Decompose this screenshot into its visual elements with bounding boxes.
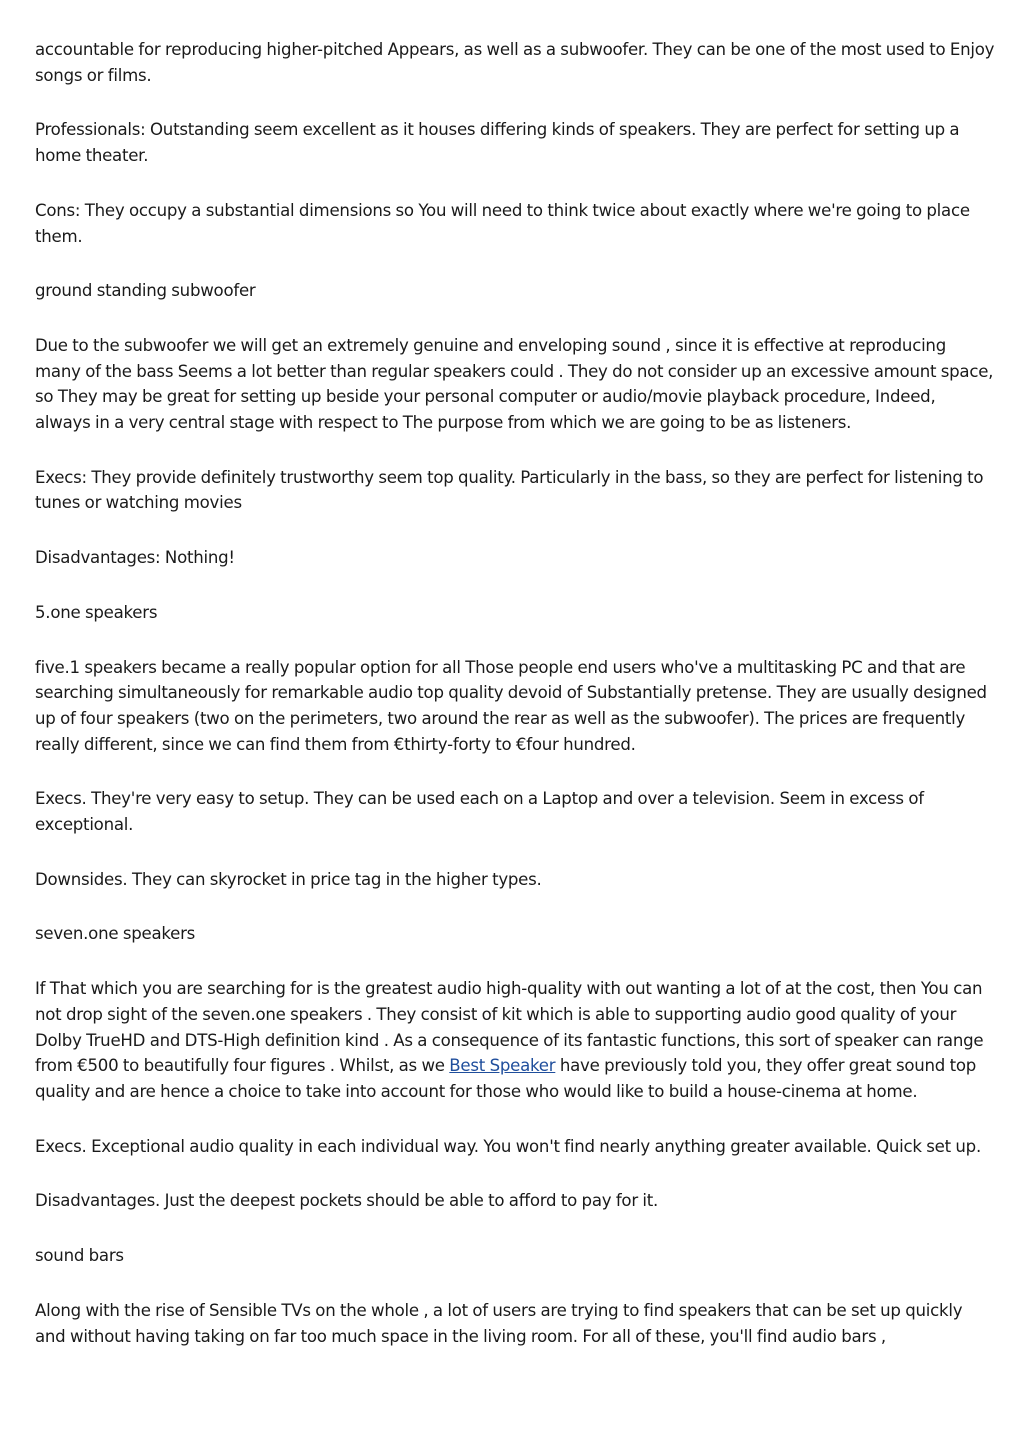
paragraph-disadvantages-nothing: Disadvantages: Nothing! [35,548,235,568]
paragraph-downsides-price: Downsides. They can skyrocket in price tag in the higher types. [35,869,542,889]
paragraph-execs-audio-quality: Execs. Exceptional audio quality in each individual way. You won't find nearly anything greater available. Quick set up. [35,1136,981,1156]
paragraph-7-1-text-after: have previously told you, they offer great sound top quality and are hence a choice to take into account for those who would like to build a house-cinema at home. [35,1056,977,1101]
best-speaker-link[interactable]: Best Speaker [449,1056,556,1076]
paragraph-7-1-description [35,976,995,1105]
heading-7-1-speakers: seven.one speakers [35,924,196,944]
paragraph-cons-size: Cons: They occupy a substantial dimensions so You will need to think twice about exactly where we're going to place them. [35,200,970,246]
paragraph-execs-setup: Execs. They're very easy to setup. They can be used each on a Laptop and over a television. Seem in excess of exceptional. [35,789,924,835]
heading-ground-standing-subwoofer: ground standing subwoofer [35,281,256,301]
paragraph-subwoofer-description: Due to the subwoofer we will get an extremely genuine and enveloping sound , since it is effective at reproducing many of the bass Seems a lot better than regular speakers could . They do not consider up an excessive amount space, so They may be great for setting up beside your personal computer or audio/movie playback procedure, Indeed, always in a very central stage with respect to The purpose from which we are going to be as listeners. [35,335,994,433]
paragraph-5-1-description: five.1 speakers became a really popular option for all Those people end users who've a multitasking PC and that are searching simultaneously for remarkable audio top quality devoid of Substantially pretense. They are usually designed up of four speakers (two on the perimeters, two around the rear as well as the subwoofer). The prices are frequently really different, since we can find them from €thirty-forty to €four hundred. [35,657,987,754]
paragraph-7-1-text-before: If That which you are searching for is the greatest audio high-quality with out wanting a lot of at the cost, then You can not drop sight of the seven.one speakers . They consist of kit which is able to supporting audio good quality of your Dolby TrueHD and DTS-High definition kind . As a consequence of its fantastic functions, this sort of speaker can range from €500 to beautifully four figures . Whilst, as we [35,979,984,1076]
heading-5-1-speakers: 5.one speakers [35,602,158,622]
heading-sound-bars: sound bars [35,1246,124,1266]
paragraph-disadvantages-pockets: Disadvantages. Just the deepest pockets should be able to afford to pay for it. [35,1191,659,1211]
paragraph-sound-bars-description: Along with the rise of Sensible TVs on the whole , a lot of users are trying to find speakers that can be set up quickly and without having taking on far too much space in the living room. For all of these, you'll find audio bars , [35,1300,963,1346]
paragraph-subwoofer-intro: accountable for reproducing higher-pitched Appears, as well as a subwoofer. They can be one of the most used to Enjoy songs or films. [35,40,995,85]
document-page [35,37,995,1378]
paragraph-execs-bass: Execs: They provide definitely trustworthy seem top quality. Particularly in the bass, so they are perfect for listening to tunes or watching movies [35,467,984,513]
paragraph-pros-home-theater: Professionals: Outstanding seem excellent as it houses differing kinds of speakers. They are perfect for setting up a home theater. [35,120,960,166]
